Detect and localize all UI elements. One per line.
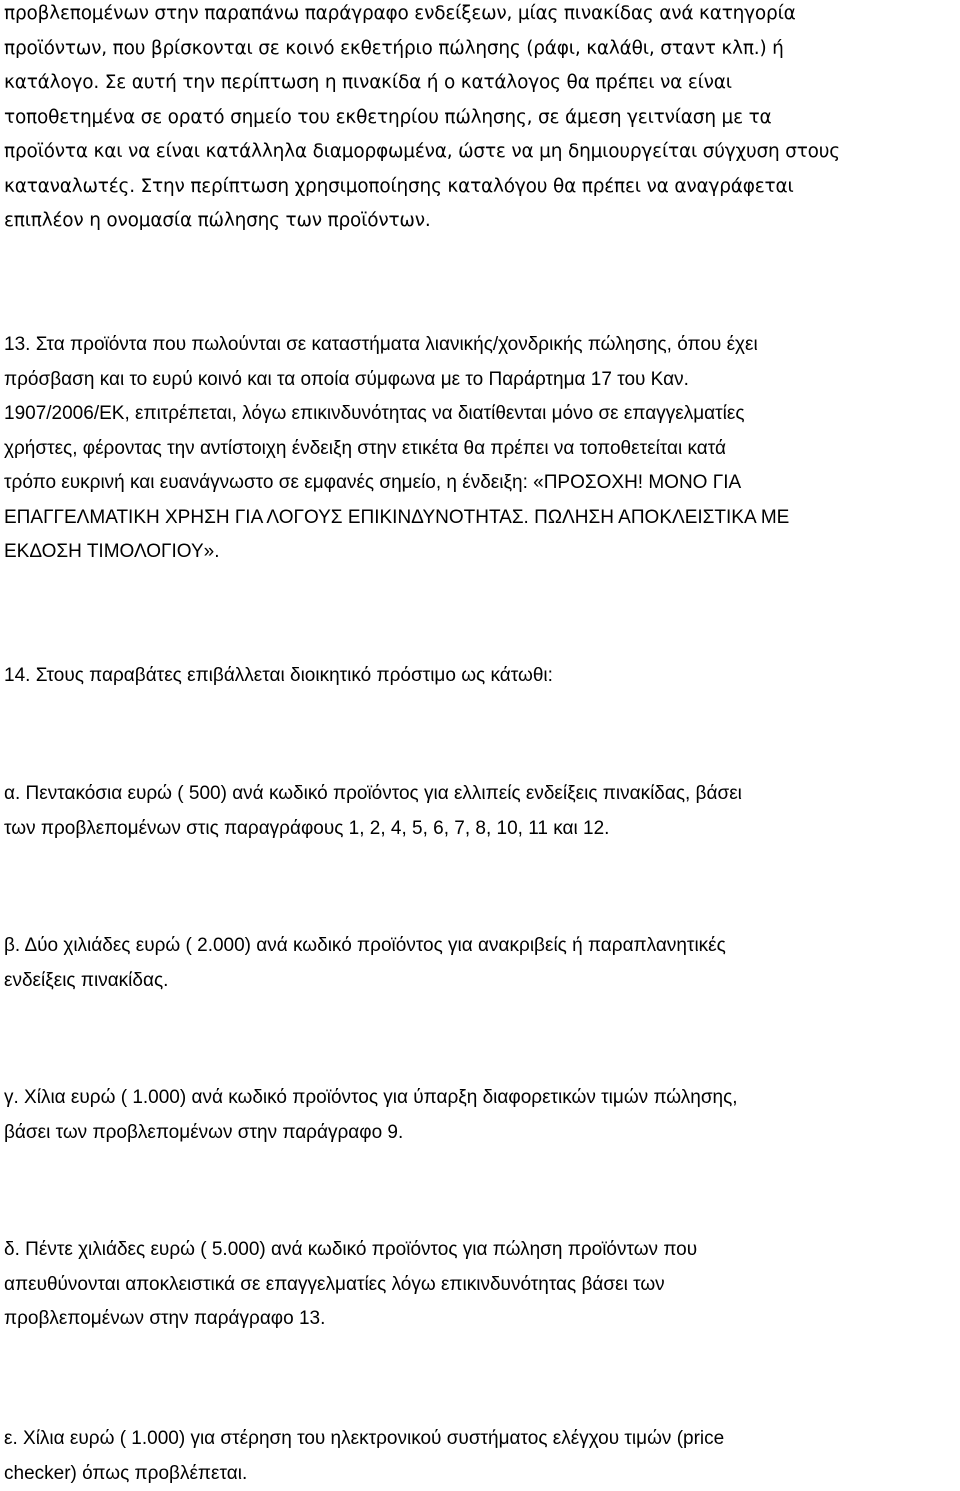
paragraph-c (4, 1081, 956, 1150)
paragraph-intro (4, 0, 956, 239)
text-line: χρήστες, φέροντας την αντίστοιχη ένδειξη στην ετικέτα θα πρέπει να τοποθετείται κατά (4, 437, 726, 459)
text-line: ΕΚΔΟΣΗ ΤΙΜΟΛΟΓΙΟΥ». (4, 541, 220, 562)
text-line: καταναλωτές. Στην περίπτωση χρησιμοποίησης καταλόγου θα πρέπει να αναγράφεται (4, 175, 794, 197)
text-line: προβλεπομένων στην παραπάνω παράγραφο ενδείξεων, μίας πινακίδας ανά κατηγορία (4, 3, 796, 24)
text-line: προϊόντα και να είναι κατάλληλα διαμορφωμένα, ώστε να μη δημιουργείται σύγχυση στους (4, 141, 840, 162)
paragraph-d (4, 1233, 956, 1337)
paragraph-13 (4, 328, 956, 570)
text-line: 1907/2006/ΕΚ, επιτρέπεται, λόγω επικινδυνότητας να διατίθενται μόνο σε επαγγελματίες (4, 403, 745, 424)
text-line: checker) όπως προβλέπεται. (4, 1462, 248, 1484)
text-line: ε. Χίλια ευρώ ( 1.000) για στέρηση του ηλεκτρονικού συστήματος ελέγχου τιμών (price (4, 1428, 725, 1449)
text-line: απευθύνονται αποκλειστικά σε επαγγελματίες λόγω επικινδυνότητας βάσει των (4, 1273, 665, 1295)
text-line: ΕΠΑΓΓΕΛΜΑΤΙΚΗ ΧΡΗΣΗ ΓΙΑ ΛΟΓΟΥΣ ΕΠΙΚΙΝΔΥΝΟΤΗΤΑΣ. ΠΩΛΗΣΗ ΑΠΟΚΛΕΙΣΤΙΚΑ ΜΕ (4, 506, 790, 528)
text-line: προβλεπομένων στην παράγραφο 13. (4, 1308, 326, 1329)
text-line: δ. Πέντε χιλιάδες ευρώ ( 5.000) ανά κωδικό προϊόντος για πώληση προϊόντων που (4, 1239, 698, 1260)
text-line: βάσει των προβλεπομένων στην παράγραφο 9. (4, 1121, 404, 1143)
paragraph-b (4, 929, 956, 998)
paragraph-a (4, 777, 956, 846)
text-line: τρόπο ευκρινή και ευανάγνωστο σε εμφανές σημείο, η ένδειξη: «ΠΡΟΣΟΧΗ! ΜΟΝΟ ΓΙΑ (4, 472, 742, 493)
text-line: 13. Στα προϊόντα που πωλούνται σε καταστήματα λιανικής/χονδρικής πώλησης, όπου έχει (4, 334, 758, 355)
text-line: κατάλογο. Σε αυτή την περίπτωση η πινακίδα ή ο κατάλογος θα πρέπει να είναι (4, 72, 732, 93)
text-line: επιπλέον η ονομασία πώλησης των προϊόντων. (4, 210, 431, 231)
text-line: προϊόντων, που βρίσκονται σε κοινό εκθετήριο πώλησης (ράφι, καλάθι, σταντ κλπ.) ή (4, 37, 784, 59)
text-line: των προβλεπομένων στις παραγράφους 1, 2, 4, 5, 6, 7, 8, 10, 11 και 12. (4, 817, 610, 839)
paragraph-e (4, 1422, 956, 1491)
paragraph-14 (4, 659, 956, 694)
text-line: α. Πεντακόσια ευρώ ( 500) ανά κωδικό προϊόντος για ελλιπείς ενδείξεις πινακίδας, βάσει (4, 783, 742, 804)
text-line: πρόσβαση και το ευρύ κοινό και τα οποία σύμφωνα με το Παράρτημα 17 του Καν. (4, 368, 689, 390)
text-line: γ. Χίλια ευρώ ( 1.000) ανά κωδικό προϊόντος για ύπαρξη διαφορετικών τιμών πώλησης, (4, 1087, 738, 1108)
text-line: τοποθετημένα σε ορατό σημείο του εκθετηρίου πώλησης, σε άμεση γειτνίαση με τα (4, 106, 772, 128)
text-line: 14. Στους παραβάτες επιβάλλεται διοικητικό πρόστιμο ως κάτωθι: (4, 665, 553, 686)
text-line: ενδείξεις πινακίδας. (4, 969, 169, 991)
text-line: β. Δύο χιλιάδες ευρώ ( 2.000) ανά κωδικό προϊόντος για ανακριβείς ή παραπλανητικές (4, 935, 726, 956)
